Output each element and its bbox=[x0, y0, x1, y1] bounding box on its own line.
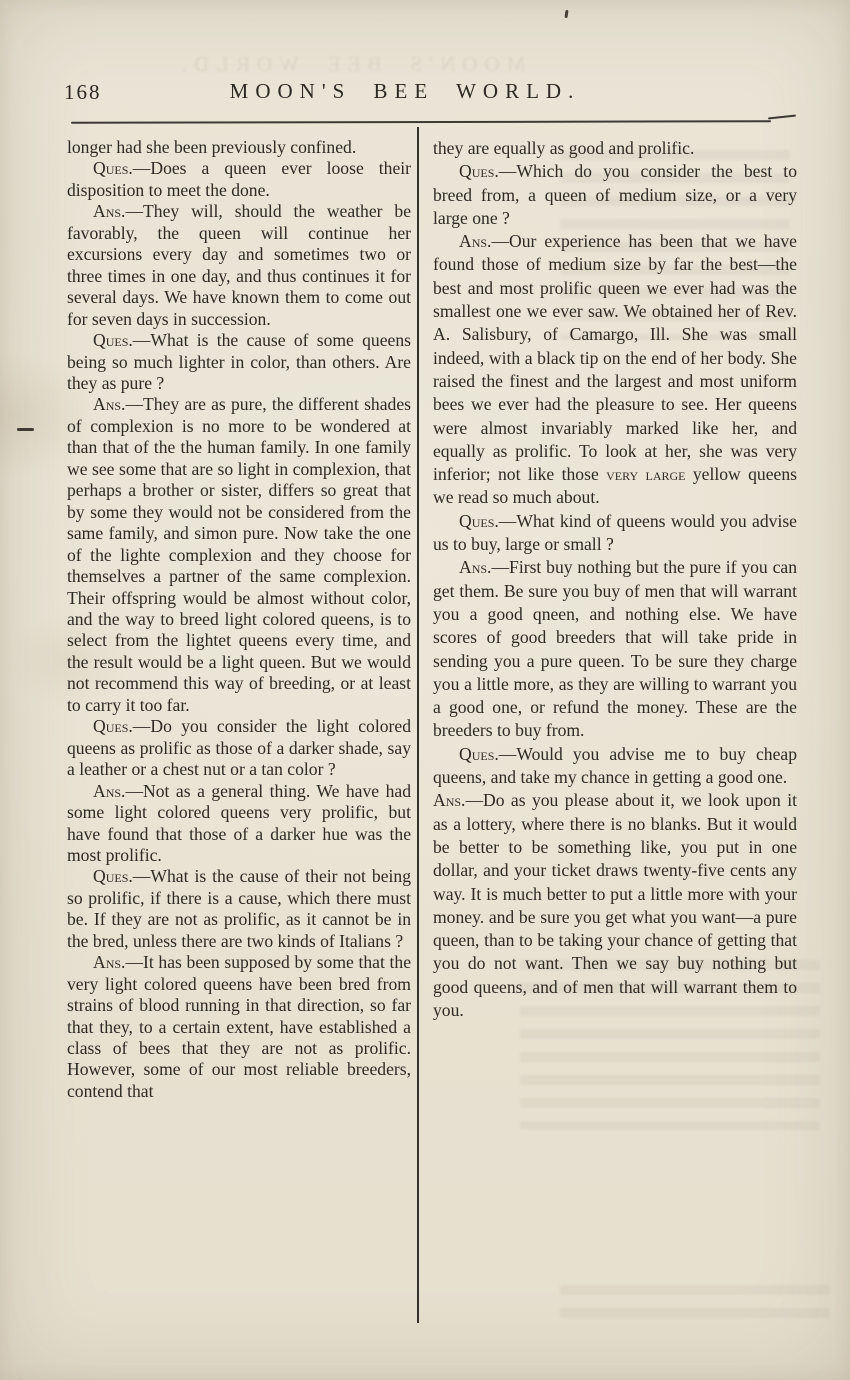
para-question bbox=[67, 330, 411, 394]
small-caps-text: Ans. bbox=[93, 201, 126, 222]
small-caps-text: Ques. bbox=[93, 866, 133, 887]
small-caps-text: Ques. bbox=[93, 158, 133, 179]
small-caps-text: Ans. bbox=[93, 952, 126, 973]
para-answer bbox=[67, 952, 411, 1102]
body-text: —Not as a general thing. We have had some light colored queens very prolific, but have found that those of a darker hue was the most prolific. bbox=[67, 780, 411, 865]
body-text: —What kind of queens would you advise us to buy, large or small ? bbox=[433, 510, 797, 555]
margin-dash-mark bbox=[17, 428, 34, 431]
para-continuation bbox=[67, 137, 411, 158]
small-caps-text: Ans. bbox=[93, 394, 126, 415]
body-text: —They will, should the weather be favorably, the queen will continue her excursions every day and sometimes two or three times in one day, and thus continues it for several days. We have known them to come out for seven days in succession. bbox=[67, 201, 411, 329]
para-answer bbox=[433, 230, 797, 510]
body-text: —It has been supposed by some that the very light colored queens have been bred from strains of blood running in that direction, so far that they, to a certain extent, have established a class of bees that they are not as prolific. However, some of our most reliable breeders, contend that bbox=[67, 952, 411, 1101]
para-question bbox=[433, 160, 797, 230]
running-head-title: MOON'S BEE WORLD. bbox=[229, 79, 581, 103]
small-caps-text: Ques. bbox=[93, 330, 133, 351]
small-caps-text: Ques. bbox=[459, 161, 499, 182]
para-answer bbox=[67, 394, 411, 716]
bleed-through-ghost-title: MOON'S BEE WORLD. bbox=[174, 52, 526, 76]
body-text: —Which do you consider the best to breed from, a queen of medium size, or a very large one ? bbox=[433, 161, 797, 228]
body-text: —Do you consider the light colored queens as prolific as those of a darker shade, say a leather or a chest nut or a tan color ? bbox=[67, 716, 411, 780]
para-continuation bbox=[433, 137, 797, 160]
body-text: —Do as you please about it, we look upon it as a lottery, where there is no blanks. But it would be better to be something like, you put in one dollar, and your ticket draws twenty-five cents any way. It is much better to put a little more with your money. and be sure you get what you want—a pure queen, than to be taking your chance of getting that you do not want. Then we say buy nothing but good queens, and of men that will warrant them to you. bbox=[433, 790, 797, 1020]
para-question bbox=[67, 716, 411, 780]
para-answer bbox=[433, 556, 797, 742]
ink-speck bbox=[564, 10, 568, 18]
right-text-column bbox=[433, 137, 797, 1022]
para-question bbox=[433, 510, 797, 557]
header-rule bbox=[71, 120, 771, 123]
body-text: —What is the cause of their not being so prolific, if there is a cause, which there must be. If they are not as prolific, as it cannot be in the bred, unless there are two kinds of Italians ? bbox=[67, 866, 411, 951]
body-text: yellow queens we read so much about. bbox=[433, 464, 797, 508]
body-text: —Would you advise me to buy cheap queens, and take my chance in getting a good one. bbox=[433, 743, 797, 788]
column-divider-rule bbox=[417, 127, 419, 1323]
para-answer bbox=[67, 781, 411, 867]
small-caps-text: Ques. bbox=[459, 510, 499, 531]
small-caps-text: Ques. bbox=[93, 716, 133, 737]
page-number: 168 bbox=[64, 80, 102, 104]
para-question bbox=[67, 866, 411, 952]
small-caps-text: Ans. bbox=[433, 790, 466, 811]
body-text: —First buy nothing but the pure if you can get them. Be sure you buy of men that will warrant you a good qneen, and nothing else. We have scores of good breeders that will take pride in sending you a pure queen. To be sure they charge you a little more, as they are willing to warrant you a good one, or refund the money. These are the breeders to buy from. bbox=[433, 557, 797, 741]
body-text: —They are as pure, the different shades of complexion is no more to be wondered at than that of the the human family. In one family we see some that are so light in complexion, that perhaps a brother or sister, differs so great that by some they would not be considered from the same family, and simon pure. Now take the one of the lighte complexion and they choose for themselves a partner of the same complexion. Their offspring would be almost without color, and the way to breed light colored queens, is to select from the lightet queens every time, and the result would be a light queen. But we would not recommend this way of breeding, or at least to carry it too far. bbox=[67, 394, 411, 715]
body-text: they are equally as good and prolific. bbox=[433, 138, 695, 158]
header-rule-tick bbox=[768, 115, 796, 120]
para-question bbox=[67, 158, 411, 201]
para-answer bbox=[67, 201, 411, 330]
body-text: —What is the cause of some queens being so much lighter in color, than others. Are they as pure ? bbox=[67, 330, 411, 393]
small-caps-text: Ans. bbox=[459, 231, 492, 252]
body-text: —Does a queen ever loose their disposition to meet the done. bbox=[67, 158, 411, 200]
small-caps-text: Ques. bbox=[459, 743, 499, 764]
small-caps-text: Ans. bbox=[93, 780, 126, 801]
para-question bbox=[433, 743, 797, 790]
small-caps-text: very large bbox=[606, 464, 686, 485]
body-text: longer had she been previously confined. bbox=[67, 137, 357, 157]
left-text-column bbox=[67, 137, 411, 1102]
small-caps-text: Ans. bbox=[459, 557, 492, 578]
para-answer bbox=[433, 789, 797, 1022]
bleed-through-ghost-lines bbox=[560, 1285, 830, 1331]
body-text: —Our experience has been that we have found those of medium size by far the best—the best and most prolific queen we ever had was the smallest one we ever saw. We obtained her of Rev. A. Salisbury, of Camargo, Ill. She was small indeed, with a black tip on the end of her body. She raised the finest and the largest and most uniform bees we ever had the pleasure to see. Her queens were almost invariably marked like her, and equally as prolific. To look at her, she was very inferior; not like those bbox=[433, 231, 797, 485]
